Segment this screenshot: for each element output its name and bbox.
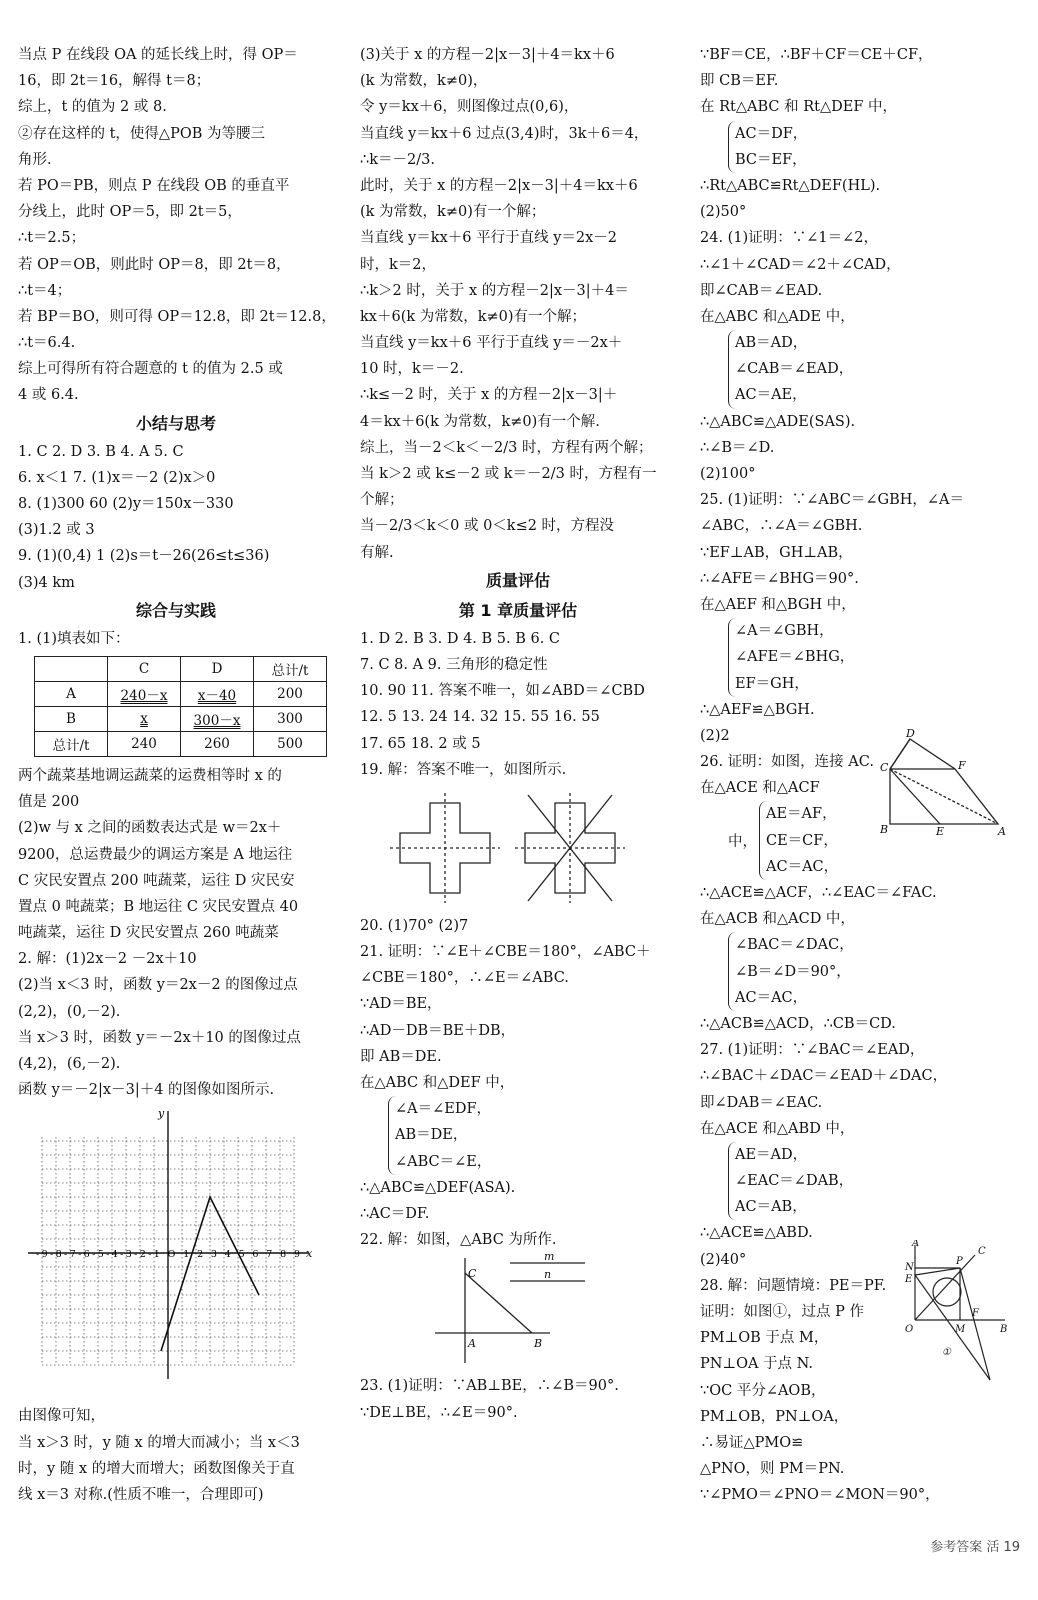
text-line: 综上，t 的值为 2 或 8. [18, 99, 167, 116]
text-line: ∵OC 平分∠AOB， [700, 1382, 826, 1399]
text-line: 角形. [18, 151, 52, 168]
table-cell: A [35, 681, 108, 706]
text-line: 当直线 y＝kx＋6 过点(3,4)时，3k＋6＝4， [360, 125, 649, 142]
text-line: ∴t＝4； [18, 282, 72, 299]
text-line: 22. 解：如图，△ABC 为所作. [360, 1232, 557, 1249]
brace-23 [728, 121, 1020, 173]
brace-26-prefix: 中， [728, 834, 757, 851]
text-line: ∴△ACE≌△ACF，∴∠EAC＝∠FAC. [700, 885, 937, 901]
text-line: ∴Rt△ABC≌Rt△DEF(HL). [700, 177, 881, 194]
text-line: ∴k＞2 时，关于 x 的方程－2|x－3|＋4＝ [360, 282, 629, 299]
text-line: CE＝CF， [766, 832, 838, 849]
text-line: AC＝DF， [735, 125, 808, 142]
text-line: ∴△ABC≌△ADE(SAS). [700, 413, 856, 430]
fig26-outline [890, 739, 998, 824]
text-line: 即 CB＝EF. [700, 73, 779, 90]
text-line: ∠CBE＝180°，∴∠E＝∠ABC. [360, 970, 569, 987]
text-line: ∵BF＝CE，∴BF＋CF＝CE＋CF， [700, 47, 933, 63]
text-line: (k 为常数，k≠0)有一个解； [360, 204, 546, 221]
table-cell: D [181, 656, 254, 681]
fig28-label-circled-1: ① [942, 1347, 951, 1359]
text-line: ∠A＝∠GBH， [735, 623, 834, 640]
text-line: ∠ABC＝∠E， [395, 1153, 492, 1170]
text-line: 8. (1)300 60 (2)y＝150x－330 [18, 496, 234, 512]
figure-26 [880, 729, 1010, 839]
fig22-hypotenuse [465, 1273, 532, 1333]
fig28-label-f: F [972, 1308, 979, 1320]
table-row [35, 656, 327, 681]
col3-block-c [700, 409, 1020, 619]
table-intro: 1. (1)填表如下： [18, 630, 130, 647]
fig28-label-e: E [905, 1274, 913, 1286]
text-line: ∠A＝∠EDF， [395, 1101, 492, 1118]
text-line: (3)1.2 或 3 [18, 522, 95, 539]
text-line: ∴AC＝DF. [360, 1205, 430, 1222]
text-line: (2)100° [700, 466, 756, 482]
table-cell [35, 656, 108, 681]
text-line: 线 x＝3 对称.(性质不唯一，合理即可) [18, 1486, 264, 1503]
table-cell: 240－x [108, 681, 181, 706]
text-line: ②存在这样的 t，使得△POB 为等腰三 [18, 125, 265, 142]
text-line: ∴k≤－2 时，关于 x 的方程－2|x－3|＋ [360, 387, 618, 404]
col3-block-b [700, 173, 1020, 330]
text-line: (3)关于 x 的方程－2|x－3|＋4＝kx＋6 [360, 47, 615, 63]
text-line: ∠EAC＝∠DAB， [735, 1173, 854, 1190]
text-line: ∴∠1＋∠CAD＝∠2＋∠CAD， [700, 256, 901, 273]
text-line: 若 OP＝OB，则此时 OP＝8，即 2t＝8， [18, 256, 291, 273]
text-line: 24. (1)证明：∵∠1＝∠2， [700, 230, 878, 247]
column-3 [700, 42, 1020, 1509]
text-line: 有解. [360, 544, 394, 561]
table-cell: 总计/t [35, 731, 108, 756]
table-cell: C [108, 656, 181, 681]
fig22-label-m: m [544, 1253, 555, 1264]
text-line: ∴△ACB≌△ACD，∴CB＝CD. [700, 1015, 896, 1032]
heading-practice: 综合与实践 [135, 600, 216, 620]
text-line: PM⊥OB 于点 M， [700, 1330, 829, 1347]
text-line: (2)当 x＜3 时，函数 y＝2x－2 的图像过点 [18, 977, 298, 994]
text-line: (4,2)，(6,－2). [18, 1056, 121, 1072]
text-line: 吨蔬菜，运往 D 灾民安置点 260 吨蔬菜 [18, 925, 279, 942]
text-line: 23. (1)证明：∵AB⊥BE，∴∠B＝90°. [360, 1378, 619, 1395]
brace-27 [728, 1142, 1020, 1221]
fig28-label-b: B [1000, 1324, 1008, 1336]
text-line: ∴t＝2.5； [18, 230, 86, 247]
text-line: 证明：如图①，过点 P 作 [700, 1304, 864, 1320]
text-line: AB＝AD， [735, 335, 808, 352]
text-line: ∵DE⊥BE，∴∠E＝90°. [360, 1404, 518, 1421]
page-footer: 参考答案 活 19 [930, 1540, 1020, 1555]
text-line: 综上，当－2＜k＜－2/3 时，方程有两个解； [360, 439, 653, 456]
text-line: 在△AEF 和△BGH 中， [700, 596, 856, 613]
x-tick-labels: -9-8-7-6-5-4-3-2-1 O 1 2 3 4 5 6 7 8 9 [36, 1249, 301, 1261]
q28-area [700, 1220, 1020, 1508]
fig22-label-a: A [468, 1337, 476, 1351]
col2-block-e [360, 1373, 676, 1425]
text-line: kx＋6(k 为常数，k≠0)有一个解； [360, 308, 587, 325]
fig28-label-m: M [955, 1324, 966, 1336]
fig28-label-p: P [956, 1256, 963, 1268]
text-line: ∴AD－DB＝BE＋DB， [360, 1022, 516, 1039]
x-axis-label: x [306, 1247, 313, 1261]
text-line: 2. 解：(1)2x－2 －2x＋10 [18, 951, 197, 968]
text-line: 在△ABC 和△ADE 中， [700, 308, 855, 325]
text-line: 4 或 6.4. [18, 387, 79, 404]
table-cell: x－40 [181, 681, 254, 706]
brace-24 [728, 330, 1020, 409]
text-line: 在△ABC 和△DEF 中， [360, 1075, 515, 1091]
column-2 [360, 42, 676, 1426]
table-row [35, 706, 327, 731]
fig26-label-b: B [880, 822, 889, 836]
text-line: (k 为常数，k≠0)， [360, 73, 488, 90]
table-row [35, 681, 327, 706]
table-row [35, 731, 327, 756]
text-line: 时，k＝2， [360, 256, 437, 273]
table-cell: 240 [108, 731, 181, 756]
text-line: AE＝AD， [735, 1146, 808, 1163]
text-line: 两个蔬菜基地调运蔬菜的运费相等时 x 的 [18, 767, 282, 784]
text-line: 10. 90 11. 答案不唯一，如∠ABD＝∠CBD [360, 683, 645, 700]
function-graph [18, 1103, 318, 1403]
text-line: 10 时，k＝－2. [360, 361, 464, 378]
fig26-diagonal-ca [890, 769, 998, 824]
cross-figures [360, 783, 676, 913]
text-line: 即∠DAB＝∠EAC. [700, 1094, 823, 1111]
col2-block-c [360, 913, 676, 1096]
heading-chapter1: 第 1 章质量评估 [458, 600, 578, 620]
text-line: ∴△ACE≌△ABD. [700, 1225, 813, 1242]
fig22-label-b: B [534, 1337, 543, 1351]
col1-block-a [18, 42, 334, 409]
col3-block-a [700, 42, 1020, 121]
text-line: AC＝AC， [766, 858, 839, 875]
text-line: AE＝AF， [766, 806, 837, 823]
text-line: PN⊥OA 于点 N. [700, 1356, 814, 1373]
fig26-edge-cd [890, 739, 910, 769]
text-line: 在 Rt△ABC 和 Rt△DEF 中， [700, 99, 897, 116]
text-line: AC＝AC， [735, 989, 808, 1006]
col1-block-d [18, 1403, 334, 1508]
text-line: 7. C 8. A 9. 三角形的稳定性 [360, 656, 548, 673]
text-line: AB＝DE， [395, 1127, 468, 1144]
text-line: 12. 5 13. 24 14. 32 15. 55 16. 55 [360, 709, 600, 726]
fig28-label-n: N [905, 1262, 914, 1274]
text-line: AC＝AE， [735, 387, 807, 404]
table-cell: 500 [254, 731, 327, 756]
table-cell: 260 [181, 731, 254, 756]
text-line: ∠ABC，∴∠A＝∠GBH. [700, 518, 863, 535]
fig22-label-c: C [468, 1267, 477, 1281]
y-axis-label: y [158, 1107, 165, 1121]
text-line: (2)w 与 x 之间的函数表达式是 w＝2x＋ [18, 820, 282, 837]
text-line: ∴△AEF≌△BGH. [700, 701, 815, 718]
fig28-label-c: C [978, 1246, 986, 1258]
text-line: (2)50° [700, 204, 747, 221]
text-line: ∠B＝∠D＝90°， [735, 963, 851, 980]
fig26-label-f: F [958, 758, 966, 772]
text-line: 即 AB＝DE. [360, 1048, 442, 1065]
col1-block-b [18, 439, 334, 596]
table-cell: 300 [254, 706, 327, 731]
text-line: (2)40° [700, 1251, 747, 1268]
text-line: BC＝EF， [735, 151, 807, 168]
text-line: ∴t＝6.4. [18, 335, 76, 352]
q26-area [700, 697, 1020, 880]
text-line: 此时，关于 x 的方程－2|x－3|＋4＝kx＋6 [360, 177, 638, 194]
text-line: 16，即 2t＝16，解得 t＝8； [18, 73, 211, 90]
text-line: 个解； [360, 492, 404, 509]
transport-table [34, 656, 327, 757]
brace-25 [728, 618, 1020, 697]
text-line: 1. D 2. B 3. D 4. B 5. B 6. C [360, 630, 561, 647]
text-line: ∴△ABC≌△DEF(ASA). [360, 1179, 516, 1196]
brace-26 [759, 801, 838, 880]
text-line: 当 x＞3 时，函数 y＝－2x＋10 的图像过点 [18, 1029, 301, 1046]
text-line: 分线上，此时 OP＝5，即 2t＝5， [18, 204, 242, 221]
text-line: AC＝AB， [735, 1199, 807, 1216]
fig26-label-d: D [906, 728, 915, 740]
col3-block-e [700, 880, 1020, 932]
text-line: 9. (1)(0,4) 1 (2)s＝t－26(26≤t≤36) [18, 548, 270, 565]
text-line: 当 x＞3 时，y 随 x 的增大而减小；当 x＜3 [18, 1434, 300, 1451]
text-line: PM⊥OB，PN⊥OA， [700, 1408, 849, 1425]
text-line: 即∠CAB＝∠EAD. [700, 282, 823, 299]
text-line: ∴k＝－2/3. [360, 151, 435, 168]
text-line: ∴易证△PMO≌ [700, 1434, 804, 1451]
text-line: ∠CAB＝∠EAD， [735, 361, 854, 378]
fig28-label-a: A [912, 1240, 920, 1250]
table-cell: x [108, 706, 181, 731]
text-line: (3)4 km [18, 574, 75, 591]
text-line: 在△ACE 和△ACF [700, 780, 820, 797]
text-line: 函数 y＝－2|x－3|＋4 的图像如图所示. [18, 1082, 275, 1099]
text-line: 19. 解：答案不唯一，如图所示. [360, 761, 567, 778]
text-line: 当直线 y＝kx＋6 平行于直线 y＝2x－2 [360, 230, 618, 247]
text-line: 20. (1)70° (2)7 [360, 917, 469, 934]
table-cell: 总计/t [254, 656, 327, 681]
text-line: 当点 P 在线段 OA 的延长线上时，得 OP＝ [18, 47, 298, 63]
fig22-label-n: n [544, 1268, 552, 1282]
text-line: EF＝GH， [735, 675, 809, 692]
text-line: 9200，总运费最少的调运方案是 A 地运往 [18, 846, 293, 863]
text-line: 28. 解：问题情境：PE＝PF. [700, 1277, 887, 1294]
text-line: 令 y＝kx＋6，则图像过点(0,6)， [360, 99, 579, 116]
text-line: 当直线 y＝kx＋6 平行于直线 y＝－2x＋ [360, 335, 623, 352]
text-line: ∴∠BAC＋∠DAC＝∠EAD＋∠DAC， [700, 1068, 948, 1085]
text-line: 在△ACB 和△ACD 中， [700, 911, 855, 928]
col2-block-d [360, 1175, 676, 1254]
fig26-label-e: E [936, 824, 945, 838]
col2-block-a [360, 42, 676, 566]
text-line: 6. x＜1 7. (1)x＝－2 (2)x＞0 [18, 469, 216, 486]
text-line: ∴∠B＝∠D. [700, 439, 775, 456]
text-line: ∴∠AFE＝∠BHG＝90°. [700, 570, 859, 587]
col2-block-b [360, 626, 676, 783]
text-line: 21. 证明：∵∠E＋∠CBE＝180°，∠ABC＋ [360, 944, 651, 961]
text-line: 25. (1)证明：∵∠ABC＝∠GBH，∠A＝ [700, 492, 965, 509]
text-line: 置点 0 吨蔬菜；B 地运往 C 灾民安置点 40 [18, 898, 299, 915]
heading-quality: 质量评估 [485, 570, 550, 590]
fig26-label-c: C [880, 760, 889, 774]
text-line: 27. (1)证明：∵∠BAC＝∠EAD， [700, 1042, 925, 1059]
text-line: 26. 证明：如图，连接 AC. [700, 754, 874, 771]
fig26-label-a: A [998, 824, 1006, 838]
text-line: 当－2/3＜k＜0 或 0＜k≤2 时，方程没 [360, 518, 615, 535]
figure-22 [360, 1253, 676, 1373]
table-cell: B [35, 706, 108, 731]
text-line: ∠AFE＝∠BHG， [735, 649, 855, 666]
text-line: ∵AD＝BE， [360, 996, 442, 1013]
table-cell: 300－x [181, 706, 254, 731]
figure-28 [900, 1240, 1012, 1390]
fig28-label-o: O [905, 1324, 914, 1336]
text-line: 在△ACE 和△ABD 中， [700, 1120, 855, 1137]
text-line: 综上可得所有符合题意的 t 的值为 2.5 或 [18, 361, 283, 378]
text-line: ∵EF⊥AB，GH⊥AB， [700, 544, 853, 561]
text-line: 17. 65 18. 2 或 5 [360, 735, 481, 752]
text-line: (2,2)，(0,－2). [18, 1003, 121, 1020]
text-line: 若 PO＝PB，则点 P 在线段 OB 的垂直平 [18, 177, 290, 194]
text-line: 1. C 2. D 3. B 4. A 5. C [18, 443, 184, 460]
fig26-segment-ce [890, 769, 940, 824]
heading-summary: 小结与思考 [135, 413, 216, 433]
text-line: △PNO，则 PM＝PN. [700, 1461, 845, 1478]
text-line: 值是 200 [18, 794, 80, 811]
brace-26b [728, 932, 1020, 1011]
table-cell: 200 [254, 681, 327, 706]
fig28-circle [933, 1278, 961, 1306]
column-1 [18, 42, 334, 1508]
text-line: 由图像可知， [18, 1408, 105, 1425]
text-line: 当 k＞2 或 k≤－2 或 k＝－2/3 时，方程有一 [360, 466, 657, 482]
brace-21 [388, 1096, 676, 1175]
text-line: 时，y 随 x 的增大而增大；函数图像关于直 [18, 1460, 295, 1477]
text-line: ∠BAC＝∠DAC， [735, 937, 854, 954]
text-line: ∵∠PMO＝∠PNO＝∠MON＝90°， [700, 1487, 940, 1504]
text-line: C 灾民安置点 200 吨蔬菜，运往 D 灾民安 [18, 872, 295, 889]
text-line: 若 BP＝BO，则可得 OP＝12.8，即 2t＝12.8， [18, 308, 336, 325]
fig28-triangle [915, 1268, 990, 1380]
col1-block-c [18, 763, 334, 1103]
text-line: 4＝kx＋6(k 为常数，k≠0)有一个解. [360, 413, 600, 430]
text-line: (2)2 [700, 727, 730, 744]
col3-block-f [700, 1011, 1020, 1142]
